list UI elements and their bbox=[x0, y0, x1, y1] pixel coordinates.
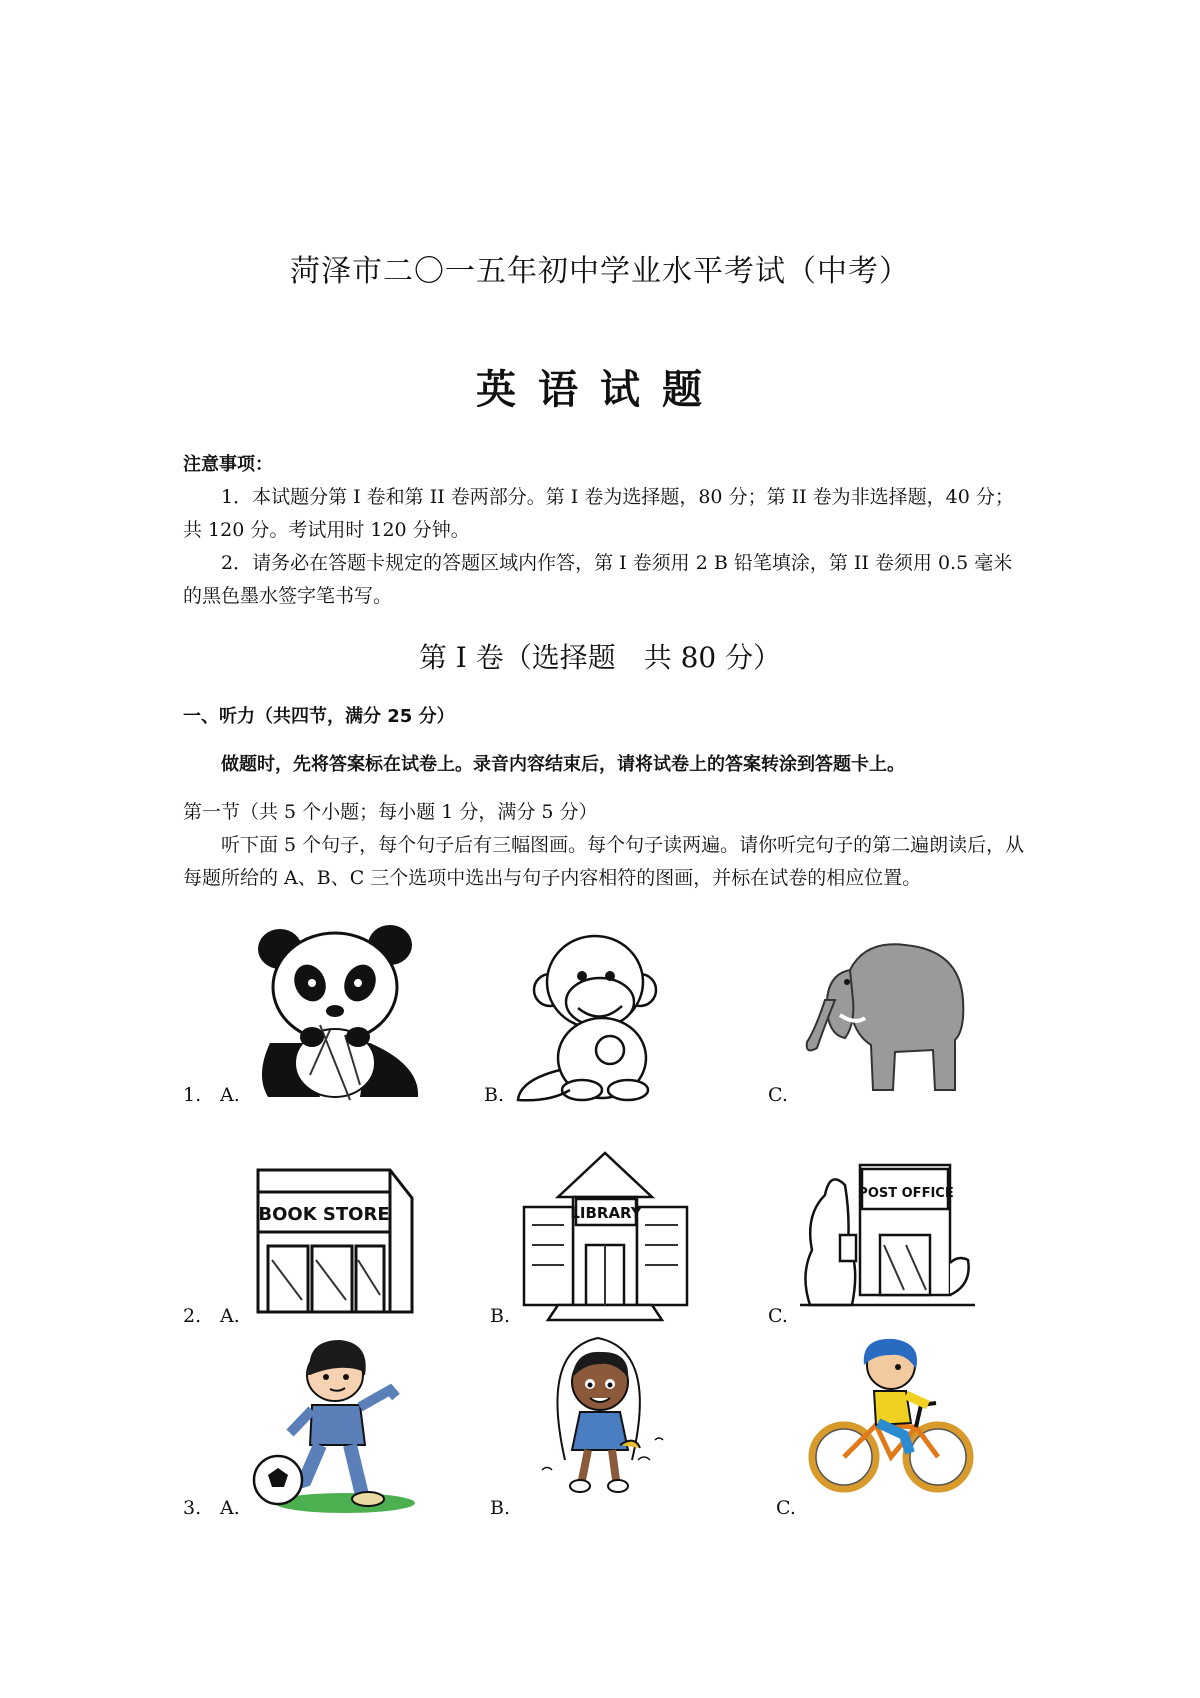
panda-icon bbox=[250, 925, 426, 1105]
subsection-title: 第一节（共 5 个小题；每小题 1 分，满分 5 分） bbox=[183, 801, 598, 823]
option-label: C. bbox=[768, 1305, 788, 1327]
part1-heading: 一、听力（共四节，满分 25 分） bbox=[183, 706, 455, 727]
option-label: B. bbox=[484, 1084, 505, 1106]
question-number: 3. bbox=[183, 1497, 202, 1519]
note-item-1: 1．本试题分第 I 卷和第 II 卷两部分。第 I 卷为选择题，80 分；第 II 卷为非选择题，40 分；共 120 分。考试用时 120 分钟。 bbox=[183, 486, 1014, 541]
option-label: B. bbox=[490, 1497, 511, 1519]
bookstore-icon bbox=[250, 1150, 418, 1320]
library-icon bbox=[518, 1145, 693, 1325]
part1-instruction: 做题时，先将答案标在试卷上。录音内容结束后，请将试卷上的答案转涂到答题卡上。 bbox=[221, 754, 905, 775]
option-label: A. bbox=[220, 1305, 240, 1327]
subsection-instruction: 听下面 5 个句子，每个句子后有三幅图画。每个句子读两遍。请你听完句子的第二遍朗读后，从每题所给的 A、B、C 三个选项中选出与句子内容相符的图画，并标在试卷的相应位置。 bbox=[183, 834, 1025, 889]
subject-title: 英语试题 bbox=[476, 367, 724, 413]
option-label: B. bbox=[490, 1305, 511, 1327]
section-title: 第 I 卷（选择题 共 80 分） bbox=[418, 641, 782, 674]
notes-heading: 注意事项： bbox=[183, 454, 273, 475]
library-sign-text: LIBRARY bbox=[570, 1204, 642, 1222]
exam-title: 菏泽市二〇一五年初中学业水平考试（中考） bbox=[290, 254, 910, 289]
question-number: 1. bbox=[183, 1084, 202, 1106]
elephant-icon bbox=[795, 930, 975, 1095]
post-office-sign-text: POST OFFICE bbox=[858, 1186, 954, 1201]
bookstore-sign-text: BOOK STORE bbox=[258, 1204, 390, 1225]
option-label: A. bbox=[220, 1084, 240, 1106]
option-label: C. bbox=[776, 1497, 796, 1519]
option-label: A. bbox=[220, 1497, 240, 1519]
post-office-icon bbox=[800, 1155, 975, 1315]
note-item-2: 2．请务必在答题卡规定的答题区域内作答，第 I 卷须用 2 B 铅笔填涂，第 II 卷须用 0.5 毫米的黑色墨水签字笔书写。 bbox=[183, 552, 1013, 607]
soccer-boy-icon bbox=[250, 1335, 420, 1515]
option-label: C. bbox=[768, 1084, 788, 1106]
monkey-icon bbox=[510, 930, 695, 1105]
bike-boy-icon bbox=[806, 1335, 978, 1507]
jump-rope-girl-icon bbox=[520, 1330, 690, 1510]
question-number: 2. bbox=[183, 1305, 202, 1327]
